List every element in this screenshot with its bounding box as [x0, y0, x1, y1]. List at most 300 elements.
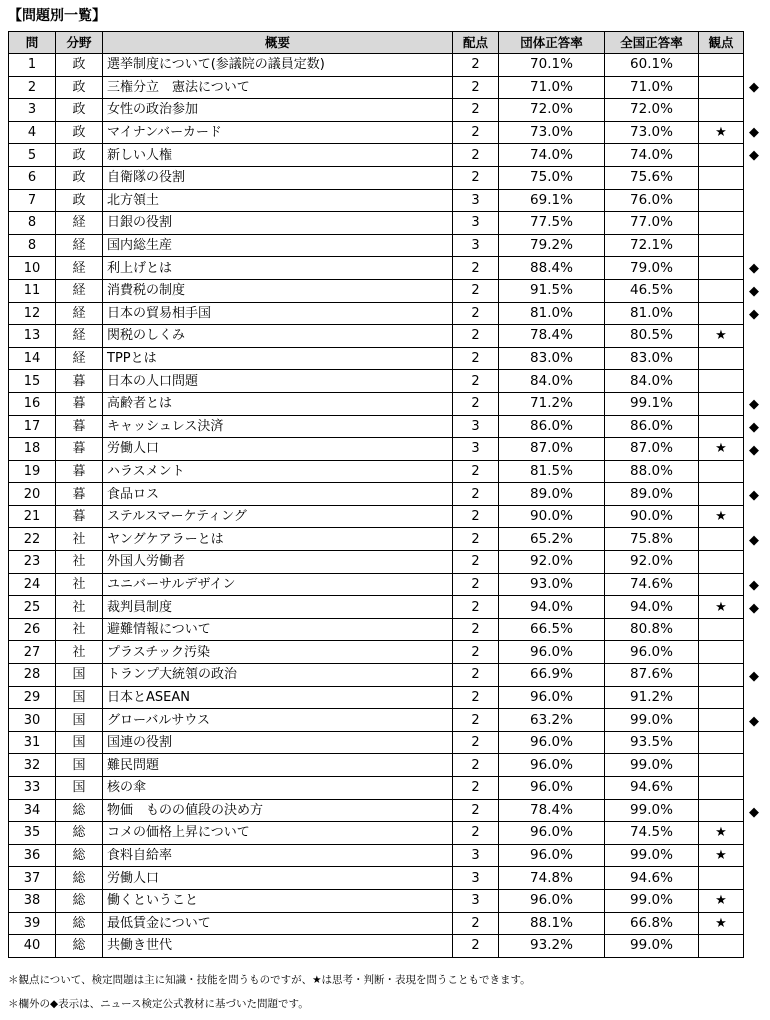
cell-view	[699, 166, 744, 189]
cell-summary: 共働き世代	[103, 935, 453, 958]
cell-points: 2	[453, 370, 499, 393]
diamond-marker: ◆	[749, 578, 759, 594]
cell-field: 社	[56, 618, 103, 641]
cell-points: 2	[453, 483, 499, 506]
cell-points: 3	[453, 867, 499, 890]
table-row	[9, 370, 744, 393]
diamond-marker: ◆	[749, 397, 759, 413]
cell-points: 2	[453, 686, 499, 709]
cell-national-rate: 90.0%	[605, 505, 699, 528]
table-row	[9, 799, 744, 822]
cell-national-rate: 74.5%	[605, 822, 699, 845]
header-points: 配点	[453, 32, 499, 54]
cell-national-rate: 75.8%	[605, 528, 699, 551]
cell-points: 2	[453, 799, 499, 822]
cell-no: 32	[9, 754, 56, 777]
cell-field: 総	[56, 844, 103, 867]
cell-no: 23	[9, 551, 56, 574]
cell-no: 29	[9, 686, 56, 709]
table-row	[9, 889, 744, 912]
cell-field: 総	[56, 935, 103, 958]
cell-national-rate: 86.0%	[605, 415, 699, 438]
table-row	[9, 709, 744, 732]
cell-summary: ヤングケアラーとは	[103, 528, 453, 551]
cell-no: 8	[9, 234, 56, 257]
cell-summary: 新しい人権	[103, 144, 453, 167]
cell-group-rate: 96.0%	[499, 686, 605, 709]
cell-points: 3	[453, 844, 499, 867]
cell-summary: 日本の貿易相手国	[103, 302, 453, 325]
cell-points: 2	[453, 754, 499, 777]
cell-national-rate: 91.2%	[605, 686, 699, 709]
cell-summary: 日本の人口問題	[103, 370, 453, 393]
cell-field: 総	[56, 822, 103, 845]
cell-national-rate: 75.6%	[605, 166, 699, 189]
table-row	[9, 438, 744, 461]
cell-no: 37	[9, 867, 56, 890]
cell-national-rate: 87.0%	[605, 438, 699, 461]
cell-national-rate: 60.1%	[605, 54, 699, 77]
cell-field: 経	[56, 279, 103, 302]
cell-view	[699, 618, 744, 641]
cell-view	[699, 234, 744, 257]
cell-no: 18	[9, 438, 56, 461]
table-row	[9, 731, 744, 754]
cell-field: 経	[56, 325, 103, 348]
cell-national-rate: 66.8%	[605, 912, 699, 935]
table-row	[9, 460, 744, 483]
cell-no: 14	[9, 347, 56, 370]
header-no: 問	[9, 32, 56, 54]
cell-points: 2	[453, 618, 499, 641]
cell-field: 暮	[56, 505, 103, 528]
cell-no: 10	[9, 257, 56, 280]
cell-points: 3	[453, 889, 499, 912]
table-row	[9, 935, 744, 958]
cell-points: 2	[453, 460, 499, 483]
cell-field: 国	[56, 686, 103, 709]
cell-view	[699, 54, 744, 77]
note-diamond: ＊欄外の◆表示は、ニュース検定公式教材に基づいた問題です。	[8, 998, 309, 1010]
cell-summary: 食料自給率	[103, 844, 453, 867]
cell-group-rate: 87.0%	[499, 438, 605, 461]
table-row	[9, 822, 744, 845]
table-row	[9, 212, 744, 235]
cell-national-rate: 92.0%	[605, 551, 699, 574]
table-row	[9, 279, 744, 302]
cell-group-rate: 81.5%	[499, 460, 605, 483]
cell-view: ★	[699, 121, 744, 144]
cell-group-rate: 74.8%	[499, 867, 605, 890]
cell-national-rate: 99.0%	[605, 889, 699, 912]
cell-no: 13	[9, 325, 56, 348]
cell-national-rate: 84.0%	[605, 370, 699, 393]
cell-national-rate: 81.0%	[605, 302, 699, 325]
cell-group-rate: 63.2%	[499, 709, 605, 732]
cell-group-rate: 88.1%	[499, 912, 605, 935]
cell-group-rate: 79.2%	[499, 234, 605, 257]
cell-summary: プラスチック汚染	[103, 641, 453, 664]
table-row	[9, 144, 744, 167]
table-row	[9, 325, 744, 348]
cell-national-rate: 80.8%	[605, 618, 699, 641]
cell-points: 2	[453, 325, 499, 348]
header-view: 観点	[699, 32, 744, 54]
cell-national-rate: 99.0%	[605, 799, 699, 822]
cell-points: 2	[453, 528, 499, 551]
question-table	[8, 31, 744, 958]
cell-no: 35	[9, 822, 56, 845]
table-row	[9, 844, 744, 867]
cell-summary: マイナンバーカード	[103, 121, 453, 144]
cell-points: 2	[453, 641, 499, 664]
cell-no: 1	[9, 54, 56, 77]
cell-points: 3	[453, 189, 499, 212]
cell-no: 3	[9, 99, 56, 122]
cell-group-rate: 91.5%	[499, 279, 605, 302]
table-row	[9, 573, 744, 596]
table-row	[9, 754, 744, 777]
cell-national-rate: 74.6%	[605, 573, 699, 596]
cell-view	[699, 257, 744, 280]
cell-group-rate: 96.0%	[499, 844, 605, 867]
cell-points: 2	[453, 596, 499, 619]
cell-no: 39	[9, 912, 56, 935]
table-row	[9, 618, 744, 641]
cell-national-rate: 77.0%	[605, 212, 699, 235]
cell-no: 28	[9, 664, 56, 687]
cell-view: ★	[699, 912, 744, 935]
cell-view	[699, 664, 744, 687]
cell-national-rate: 94.6%	[605, 777, 699, 800]
cell-no: 31	[9, 731, 56, 754]
cell-view	[699, 279, 744, 302]
cell-group-rate: 92.0%	[499, 551, 605, 574]
cell-view	[699, 867, 744, 890]
cell-view	[699, 370, 744, 393]
cell-no: 15	[9, 370, 56, 393]
cell-group-rate: 96.0%	[499, 822, 605, 845]
cell-national-rate: 72.1%	[605, 234, 699, 257]
cell-summary: 消費税の制度	[103, 279, 453, 302]
cell-points: 3	[453, 212, 499, 235]
cell-field: 社	[56, 551, 103, 574]
cell-national-rate: 71.0%	[605, 76, 699, 99]
table-row	[9, 302, 744, 325]
cell-field: 国	[56, 731, 103, 754]
cell-summary: 北方領土	[103, 189, 453, 212]
cell-points: 3	[453, 415, 499, 438]
cell-view: ★	[699, 325, 744, 348]
cell-summary: 選挙制度について(参議院の議員定数)	[103, 54, 453, 77]
cell-summary: ステルスマーケティング	[103, 505, 453, 528]
cell-field: 総	[56, 889, 103, 912]
header-field: 分野	[56, 32, 103, 54]
cell-summary: 国連の役割	[103, 731, 453, 754]
diamond-marker: ◆	[749, 669, 759, 685]
cell-view	[699, 528, 744, 551]
cell-field: 社	[56, 573, 103, 596]
cell-summary: 難民問題	[103, 754, 453, 777]
table-row	[9, 392, 744, 415]
cell-group-rate: 90.0%	[499, 505, 605, 528]
cell-no: 27	[9, 641, 56, 664]
cell-points: 2	[453, 99, 499, 122]
cell-group-rate: 77.5%	[499, 212, 605, 235]
cell-view	[699, 709, 744, 732]
cell-view	[699, 189, 744, 212]
cell-points: 2	[453, 709, 499, 732]
cell-national-rate: 99.0%	[605, 935, 699, 958]
cell-points: 2	[453, 279, 499, 302]
cell-view	[699, 641, 744, 664]
diamond-marker: ◆	[749, 306, 759, 322]
cell-group-rate: 75.0%	[499, 166, 605, 189]
cell-no: 17	[9, 415, 56, 438]
cell-summary: 関税のしくみ	[103, 325, 453, 348]
cell-field: 社	[56, 528, 103, 551]
cell-view	[699, 573, 744, 596]
cell-summary: 日本とASEAN	[103, 686, 453, 709]
cell-group-rate: 71.0%	[499, 76, 605, 99]
cell-view	[699, 754, 744, 777]
cell-points: 2	[453, 551, 499, 574]
cell-points: 2	[453, 935, 499, 958]
cell-view	[699, 935, 744, 958]
table-row	[9, 641, 744, 664]
cell-field: 政	[56, 121, 103, 144]
cell-group-rate: 94.0%	[499, 596, 605, 619]
cell-group-rate: 73.0%	[499, 121, 605, 144]
cell-summary: キャッシュレス決済	[103, 415, 453, 438]
cell-summary: 国内総生産	[103, 234, 453, 257]
cell-national-rate: 88.0%	[605, 460, 699, 483]
cell-field: 暮	[56, 415, 103, 438]
diamond-marker: ◆	[749, 284, 759, 299]
cell-view	[699, 483, 744, 506]
table-row	[9, 483, 744, 506]
cell-points: 2	[453, 144, 499, 167]
cell-no: 11	[9, 279, 56, 302]
cell-group-rate: 96.0%	[499, 754, 605, 777]
cell-summary: グローバルサウス	[103, 709, 453, 732]
cell-points: 2	[453, 302, 499, 325]
diamond-marker: ◆	[749, 125, 759, 141]
cell-view	[699, 76, 744, 99]
cell-field: 暮	[56, 483, 103, 506]
cell-summary: 労働人口	[103, 438, 453, 461]
cell-view	[699, 777, 744, 800]
cell-summary: 高齢者とは	[103, 392, 453, 415]
cell-points: 2	[453, 166, 499, 189]
cell-view	[699, 392, 744, 415]
cell-summary: 女性の政治参加	[103, 99, 453, 122]
cell-no: 36	[9, 844, 56, 867]
cell-summary: 働くということ	[103, 889, 453, 912]
cell-no: 40	[9, 935, 56, 958]
cell-summary: 避難情報について	[103, 618, 453, 641]
diamond-marker: ◆	[749, 804, 759, 820]
cell-group-rate: 81.0%	[499, 302, 605, 325]
diamond-marker: ◆	[749, 148, 759, 164]
cell-view	[699, 799, 744, 822]
cell-field: 総	[56, 867, 103, 890]
cell-field: 総	[56, 912, 103, 935]
cell-summary: 食品ロス	[103, 483, 453, 506]
cell-group-rate: 74.0%	[499, 144, 605, 167]
header-group-rate: 団体正答率	[499, 32, 605, 54]
cell-national-rate: 94.0%	[605, 596, 699, 619]
cell-summary: 核の傘	[103, 777, 453, 800]
cell-view	[699, 212, 744, 235]
cell-field: 政	[56, 76, 103, 99]
cell-view	[699, 144, 744, 167]
table-row	[9, 912, 744, 935]
table-row	[9, 166, 744, 189]
cell-national-rate: 94.6%	[605, 867, 699, 890]
cell-group-rate: 96.0%	[499, 889, 605, 912]
table-row	[9, 528, 744, 551]
cell-no: 21	[9, 505, 56, 528]
cell-no: 38	[9, 889, 56, 912]
cell-group-rate: 83.0%	[499, 347, 605, 370]
cell-field: 暮	[56, 438, 103, 461]
cell-group-rate: 71.2%	[499, 392, 605, 415]
cell-field: 経	[56, 212, 103, 235]
cell-no: 12	[9, 302, 56, 325]
cell-national-rate: 99.0%	[605, 709, 699, 732]
cell-points: 2	[453, 664, 499, 687]
cell-group-rate: 93.0%	[499, 573, 605, 596]
table-row	[9, 99, 744, 122]
cell-field: 総	[56, 799, 103, 822]
cell-points: 2	[453, 54, 499, 77]
cell-national-rate: 96.0%	[605, 641, 699, 664]
cell-points: 2	[453, 822, 499, 845]
table-row	[9, 257, 744, 280]
cell-view	[699, 347, 744, 370]
cell-summary: TPPとは	[103, 347, 453, 370]
cell-field: 経	[56, 234, 103, 257]
diamond-marker: ◆	[749, 80, 759, 96]
diamond-marker: ◆	[749, 261, 759, 277]
table-row	[9, 189, 744, 212]
cell-points: 3	[453, 234, 499, 257]
cell-national-rate: 99.0%	[605, 844, 699, 867]
cell-field: 政	[56, 189, 103, 212]
cell-view: ★	[699, 822, 744, 845]
cell-national-rate: 76.0%	[605, 189, 699, 212]
cell-points: 2	[453, 573, 499, 596]
cell-no: 8	[9, 212, 56, 235]
table-row	[9, 777, 744, 800]
cell-no: 7	[9, 189, 56, 212]
cell-group-rate: 78.4%	[499, 325, 605, 348]
cell-view	[699, 415, 744, 438]
page-title: 【問題別一覧】	[8, 8, 106, 24]
cell-summary: 最低賃金について	[103, 912, 453, 935]
cell-summary: 労働人口	[103, 867, 453, 890]
table-row	[9, 234, 744, 257]
cell-national-rate: 87.6%	[605, 664, 699, 687]
cell-national-rate: 99.0%	[605, 754, 699, 777]
cell-group-rate: 84.0%	[499, 370, 605, 393]
cell-field: 国	[56, 777, 103, 800]
table-row	[9, 664, 744, 687]
cell-points: 2	[453, 76, 499, 99]
cell-summary: 物価 ものの値段の決め方	[103, 799, 453, 822]
table-row	[9, 347, 744, 370]
cell-group-rate: 96.0%	[499, 777, 605, 800]
cell-summary: ユニバーサルデザイン	[103, 573, 453, 596]
diamond-marker: ◆	[749, 487, 759, 503]
cell-points: 2	[453, 121, 499, 144]
cell-national-rate: 80.5%	[605, 325, 699, 348]
cell-no: 30	[9, 709, 56, 732]
cell-group-rate: 86.0%	[499, 415, 605, 438]
cell-points: 2	[453, 912, 499, 935]
table-row	[9, 551, 744, 574]
table-row	[9, 867, 744, 890]
cell-no: 6	[9, 166, 56, 189]
cell-field: 国	[56, 664, 103, 687]
cell-field: 経	[56, 302, 103, 325]
cell-national-rate: 93.5%	[605, 731, 699, 754]
cell-field: 政	[56, 144, 103, 167]
table-header-row	[9, 32, 744, 54]
cell-no: 16	[9, 392, 56, 415]
cell-national-rate: 74.0%	[605, 144, 699, 167]
header-summary: 概要	[103, 32, 453, 54]
cell-group-rate: 72.0%	[499, 99, 605, 122]
cell-no: 19	[9, 460, 56, 483]
cell-no: 20	[9, 483, 56, 506]
cell-view: ★	[699, 596, 744, 619]
cell-group-rate: 88.4%	[499, 257, 605, 280]
cell-group-rate: 65.2%	[499, 528, 605, 551]
cell-group-rate: 66.5%	[499, 618, 605, 641]
cell-view: ★	[699, 889, 744, 912]
table-row	[9, 505, 744, 528]
cell-view: ★	[699, 844, 744, 867]
cell-field: 社	[56, 596, 103, 619]
table-row	[9, 76, 744, 99]
cell-group-rate: 70.1%	[499, 54, 605, 77]
cell-national-rate: 46.5%	[605, 279, 699, 302]
cell-no: 22	[9, 528, 56, 551]
cell-view	[699, 460, 744, 483]
cell-no: 26	[9, 618, 56, 641]
cell-national-rate: 89.0%	[605, 483, 699, 506]
cell-national-rate: 83.0%	[605, 347, 699, 370]
cell-view	[699, 686, 744, 709]
cell-no: 34	[9, 799, 56, 822]
cell-view	[699, 731, 744, 754]
cell-no: 2	[9, 76, 56, 99]
cell-summary: コメの価格上昇について	[103, 822, 453, 845]
cell-view: ★	[699, 438, 744, 461]
cell-group-rate: 78.4%	[499, 799, 605, 822]
table-row	[9, 121, 744, 144]
cell-view	[699, 99, 744, 122]
cell-points: 2	[453, 347, 499, 370]
cell-national-rate: 72.0%	[605, 99, 699, 122]
cell-summary: 裁判員制度	[103, 596, 453, 619]
cell-no: 25	[9, 596, 56, 619]
cell-points: 3	[453, 438, 499, 461]
cell-field: 暮	[56, 370, 103, 393]
cell-no: 33	[9, 777, 56, 800]
